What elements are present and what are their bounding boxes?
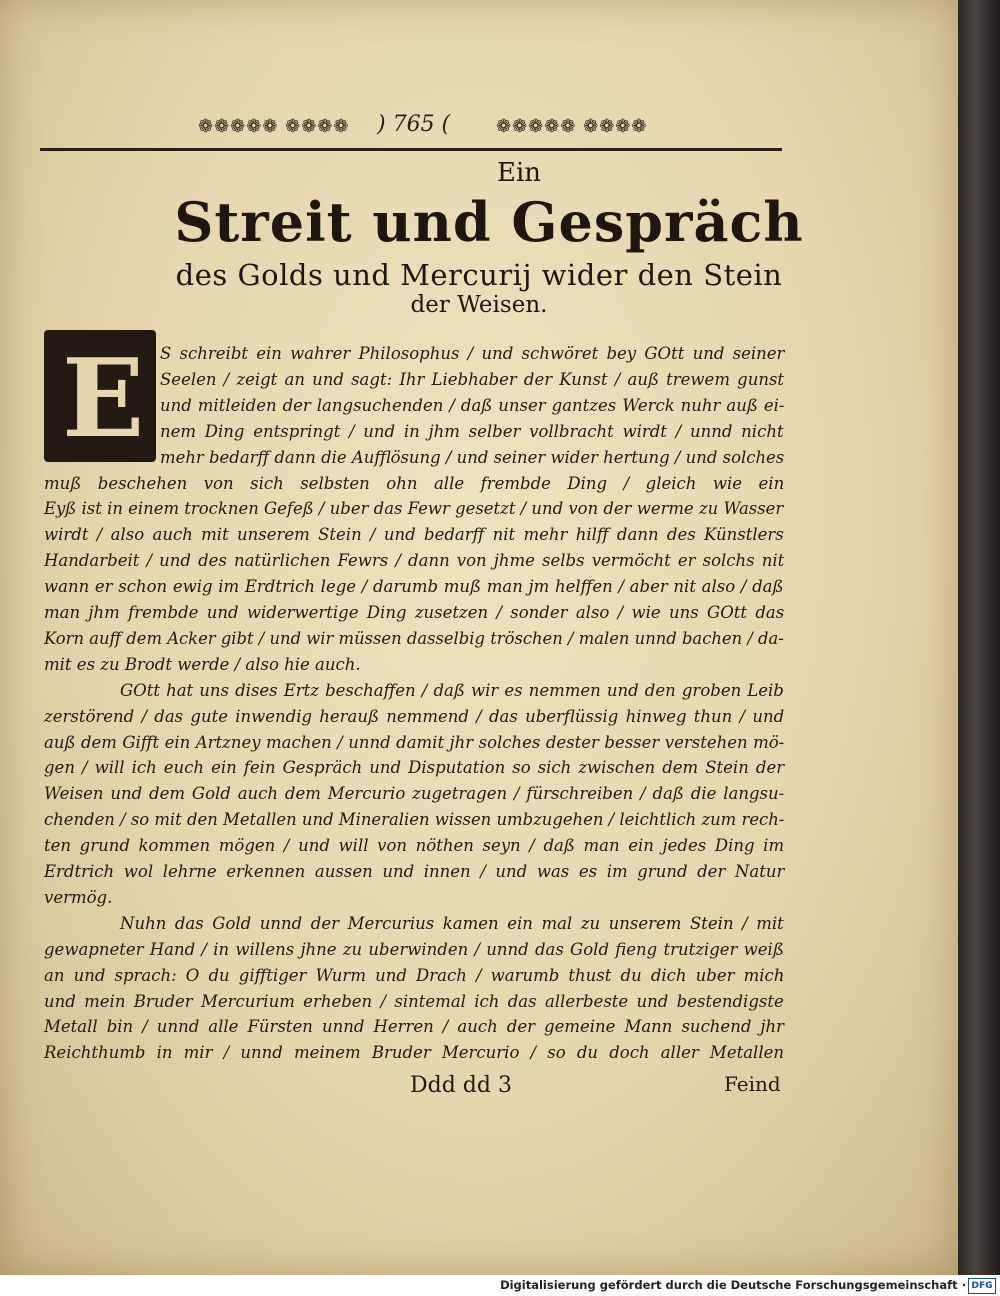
title-line-1: Ein [496,158,542,188]
text-line: gen / will ich euch ein fein Gespräch und Disputation so sich zwischen dem Stein der [44,758,785,778]
footer-credit: Digitalisierung gefördert durch die Deutsche Forschungsgemeinschaft · [500,1278,966,1292]
signature-mark: Ddd dd 3 [410,1073,512,1098]
text-line: Erdtrich wol lehrne erkennen aussen und innen / und was es im grund der Natur [44,862,785,881]
header-rule [40,148,782,151]
text-line: Nuhn das Gold unnd der Mercurius kamen ein mal zu unserem Stein / mit [120,913,784,933]
text-line: zerstörend / das gute inwendig herauß nemmend / das uberflüssig hinweg thun / und [44,706,785,726]
text-line: mit es zu Brodt werde / also hie auch. [44,654,361,674]
header-ornament-left: ❁❁❁❁❁ ❁❁❁❁ [198,116,350,137]
text-line: ten grund kommen mögen / und will von nöthen seyn / daß man ein jedes Ding im [44,836,785,856]
text-line: wirdt / also auch mit unserem Stein / und bedarff nit mehr hilff dann des Künstlers [44,525,784,545]
text-line: man jhm frembde und widerwertige Ding zusetzen / sonder also / wie uns GOtt das [44,603,785,622]
title-line-4: der Weisen. [410,292,548,318]
text-line: Korn auff dem Acker gibt / und wir müssen dasselbig tröschen / malen unnd bachen / da- [44,628,784,648]
text-line: wann er schon ewig im Erdtrich lege / darumb muß man jm helffen / aber nit also / daß [44,577,784,597]
footer-bar [0,1275,1000,1296]
text-line: muß beschehen von sich selbsten ohn alle frembde Ding / gleich wie ein [44,473,785,493]
text-line: mehr bedarff dann die Aufflösung / und seiner wider hertung / und solches [160,447,785,467]
text-line: GOtt hat uns dises Ertz beschaffen / daß wir es nemmen und den groben Leib [120,680,784,700]
title-line-3: des Golds und Mercurij wider den Stein [175,258,783,292]
text-line: Eyß ist in einem trocknen Gefeß / uber das Fewr gesetzt / und von der werme zu Wasser [44,499,784,519]
text-line: Metall bin / unnd alle Fürsten unnd Herren / auch der gemeine Mann suchend jhr [44,1017,785,1037]
text-line: Reichthumb in mir / unnd meinem Bruder Mercurio / so du doch aller Metallen [44,1043,785,1063]
dfg-logo: DFG [968,1278,996,1294]
text-line: chenden / so mit den Metallen und Mineralien wissen umbzugehen / leichtlich zum rech- [44,810,785,830]
initial-letter: E [62,336,145,462]
header-ornament-right: ❁❁❁❁❁ ❁❁❁❁ [496,116,648,137]
text-line: an und sprach: O du gifftiger Wurm und Drach / warumb thust du dich uber mich [44,965,785,985]
text-line: Seelen / zeigt an und sagt: Ihr Liebhaber der Kunst / auß trewem gunst [160,369,785,389]
title-line-2: Streit und Gespräch [174,190,804,254]
text-line: gewapneter Hand / in willens jhne zu uberwinden / unnd das Gold fieng trutziger weiß [44,939,784,959]
page-number: ) 765 ( [377,112,451,137]
text-line: und mein Bruder Mercurium erheben / sintemal ich das allerbeste und bestendigste [44,991,784,1011]
text-line: S schreibt ein wahrer Philosophus / und schwöret bey GOtt und seiner [160,344,785,363]
text-line: nem Ding entspringt / und in jhm selber vollbracht wirdt / unnd nicht [160,421,784,441]
book-gutter [958,0,1000,1275]
catchword: Feind [724,1072,781,1096]
text-line: Handarbeit / und des natürlichen Fewrs / dann von jhme selbs vermöcht er solchs nit [44,551,785,571]
text-line: vermög. [44,887,113,907]
text-line: auß dem Gifft ein Artzney machen / unnd damit jhr solches dester besser verstehen mö- [44,732,785,752]
text-line: Weisen und dem Gold auch dem Mercurio zugetragen / fürschreiben / daß die langsu- [44,784,785,804]
text-line: und mitleiden der langsuchenden / daß unser gantzes Werck nuhr auß ei- [160,395,785,415]
